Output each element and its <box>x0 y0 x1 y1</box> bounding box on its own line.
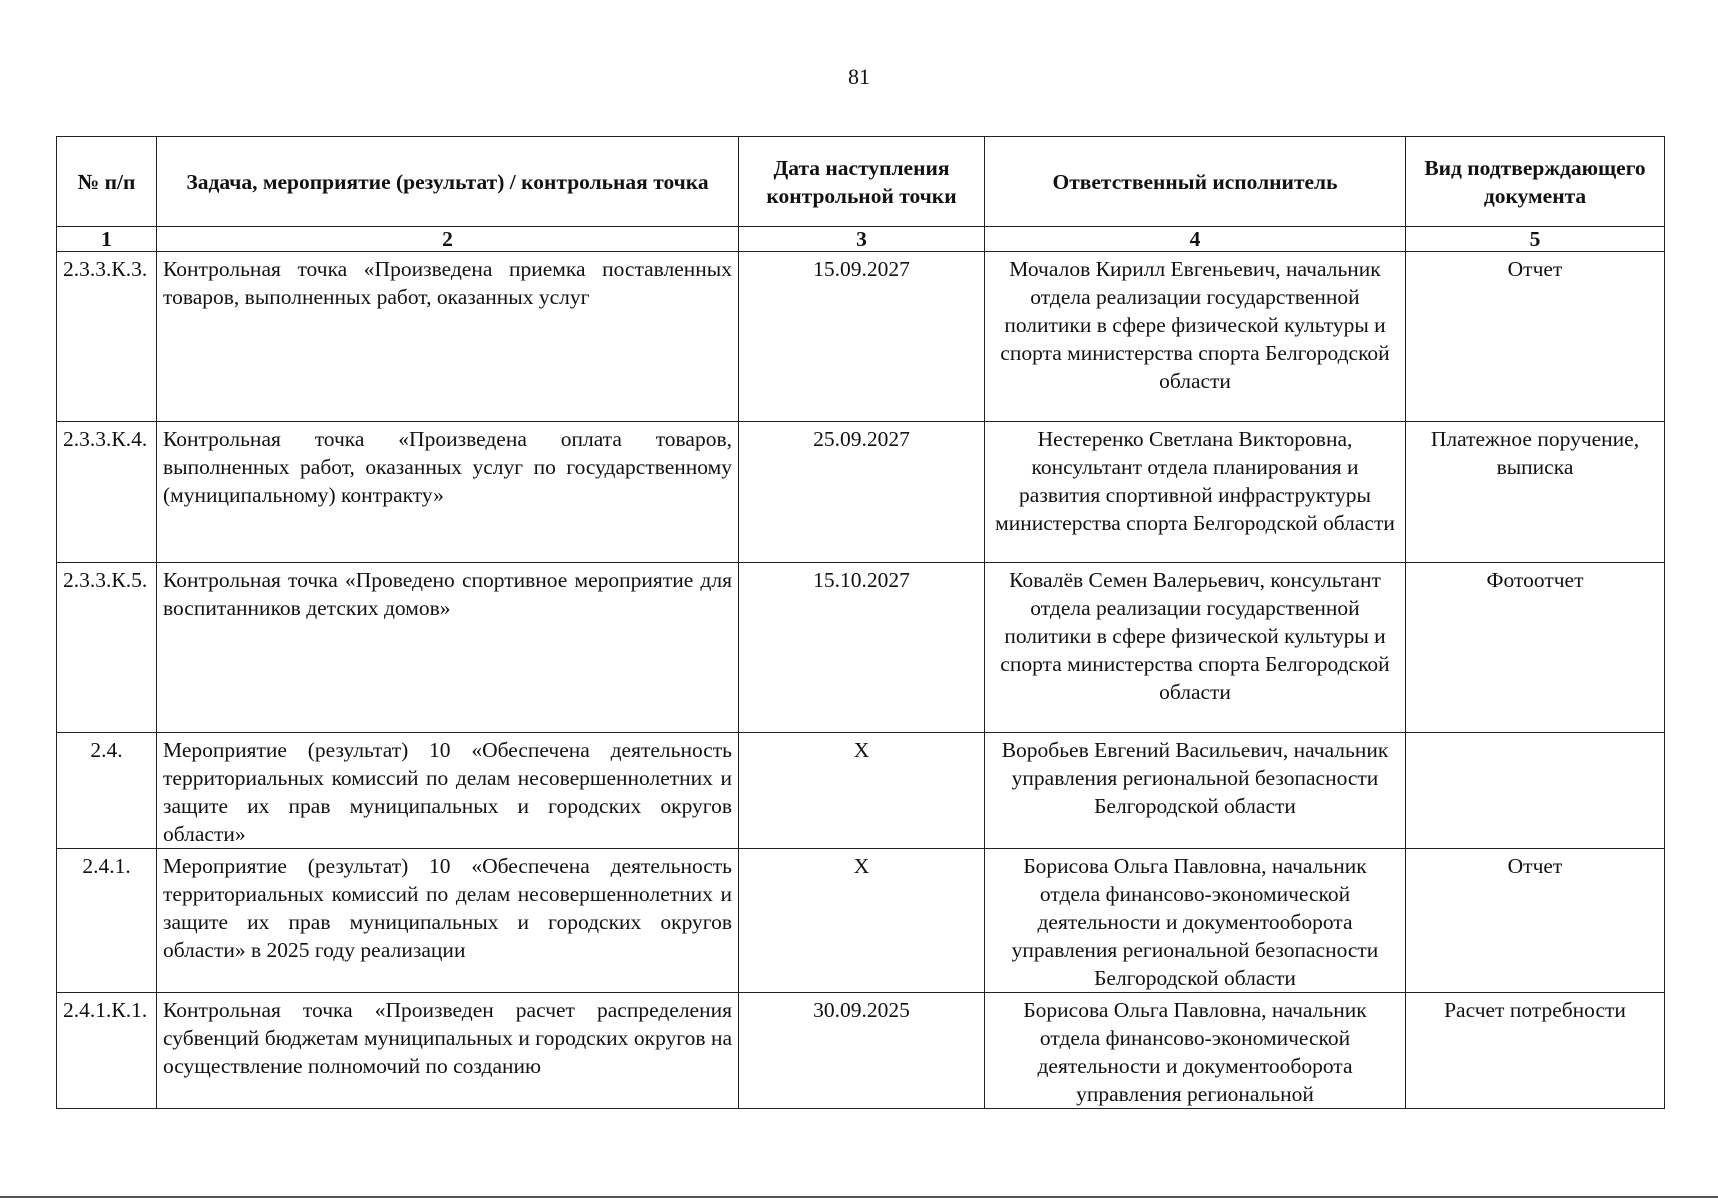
row-responsible: Воробьев Евгений Васильевич, начальник управления региональной безопасности Белгородской области <box>985 733 1406 849</box>
row-responsible: Нестеренко Светлана Викторовна, консультант отдела планирования и развития спортивной инфраструктуры министерства спорта Белгородской области <box>985 422 1406 563</box>
header-responsible: Ответственный исполнитель <box>985 137 1406 227</box>
row-doc-type: Расчет потребности <box>1406 993 1665 1109</box>
row-number: 2.3.3.К.3. <box>57 252 157 422</box>
row-date: 15.09.2027 <box>739 252 985 422</box>
column-number: 3 <box>739 227 985 252</box>
row-date: X <box>739 733 985 849</box>
header-row <box>57 137 1665 227</box>
column-number-row <box>57 227 1665 252</box>
table-row <box>57 422 1665 563</box>
header-task: Задача, мероприятие (результат) / контрольная точка <box>157 137 739 227</box>
row-date: X <box>739 849 985 993</box>
row-number: 2.4. <box>57 733 157 849</box>
row-doc-type: Отчет <box>1406 849 1665 993</box>
row-doc-type: Платежное поручение, выписка <box>1406 422 1665 563</box>
column-number: 4 <box>985 227 1406 252</box>
row-date: 15.10.2027 <box>739 563 985 733</box>
row-task: Мероприятие (результат) 10 «Обеспечена деятельность территориальных комиссий по делам несовершеннолетних и защите их прав муниципальных и городских округов области» в 2025 году реализации <box>157 849 739 993</box>
header-doc-type: Вид подтверждающего документа <box>1406 137 1665 227</box>
row-doc-type <box>1406 733 1665 849</box>
row-task: Контрольная точка «Проведено спортивное мероприятие для воспитанников детских домов» <box>157 563 739 733</box>
row-number: 2.4.1.К.1. <box>57 993 157 1109</box>
header-num: № п/п <box>57 137 157 227</box>
control-points-table <box>56 136 1665 1109</box>
row-responsible: Борисова Ольга Павловна, начальник отдела финансово-экономической деятельности и документооборота управления региональной <box>985 993 1406 1109</box>
column-number: 1 <box>57 227 157 252</box>
row-task: Контрольная точка «Произведена приемка поставленных товаров, выполненных работ, оказанных услуг <box>157 252 739 422</box>
row-task: Контрольная точка «Произведена оплата товаров, выполненных работ, оказанных услуг по государственному (муниципальному) контракту» <box>157 422 739 563</box>
row-responsible: Борисова Ольга Павловна, начальник отдела финансово-экономической деятельности и документооборота управления региональной безопасности Белгородской области <box>985 849 1406 993</box>
column-number: 5 <box>1406 227 1665 252</box>
table-row <box>57 849 1665 993</box>
row-number: 2.3.3.К.4. <box>57 422 157 563</box>
row-responsible: Мочалов Кирилл Евгеньевич, начальник отдела реализации государственной политики в сфере физической культуры и спорта министерства спорта Белгородской области <box>985 252 1406 422</box>
page-number: 81 <box>848 64 870 89</box>
table-row <box>57 733 1665 849</box>
table-row <box>57 252 1665 422</box>
row-doc-type: Фотоотчет <box>1406 563 1665 733</box>
column-number: 2 <box>157 227 739 252</box>
page-edge-line <box>0 1196 1718 1198</box>
row-number: 2.3.3.К.5. <box>57 563 157 733</box>
table-row <box>57 993 1665 1109</box>
header-date: Дата наступления контрольной точки <box>739 137 985 227</box>
row-task: Контрольная точка «Произведен расчет распределения субвенций бюджетам муниципальных и городских округов на осуществление полномочий по созданию <box>157 993 739 1109</box>
row-date: 25.09.2027 <box>739 422 985 563</box>
row-responsible: Ковалёв Семен Валерьевич, консультант отдела реализации государственной политики в сфере физической культуры и спорта министерства спорта Белгородской области <box>985 563 1406 733</box>
row-doc-type: Отчет <box>1406 252 1665 422</box>
row-date: 30.09.2025 <box>739 993 985 1109</box>
row-task: Мероприятие (результат) 10 «Обеспечена деятельность территориальных комиссий по делам несовершеннолетних и защите их прав муниципальных и городских округов области» <box>157 733 739 849</box>
table-row <box>57 563 1665 733</box>
row-number: 2.4.1. <box>57 849 157 993</box>
